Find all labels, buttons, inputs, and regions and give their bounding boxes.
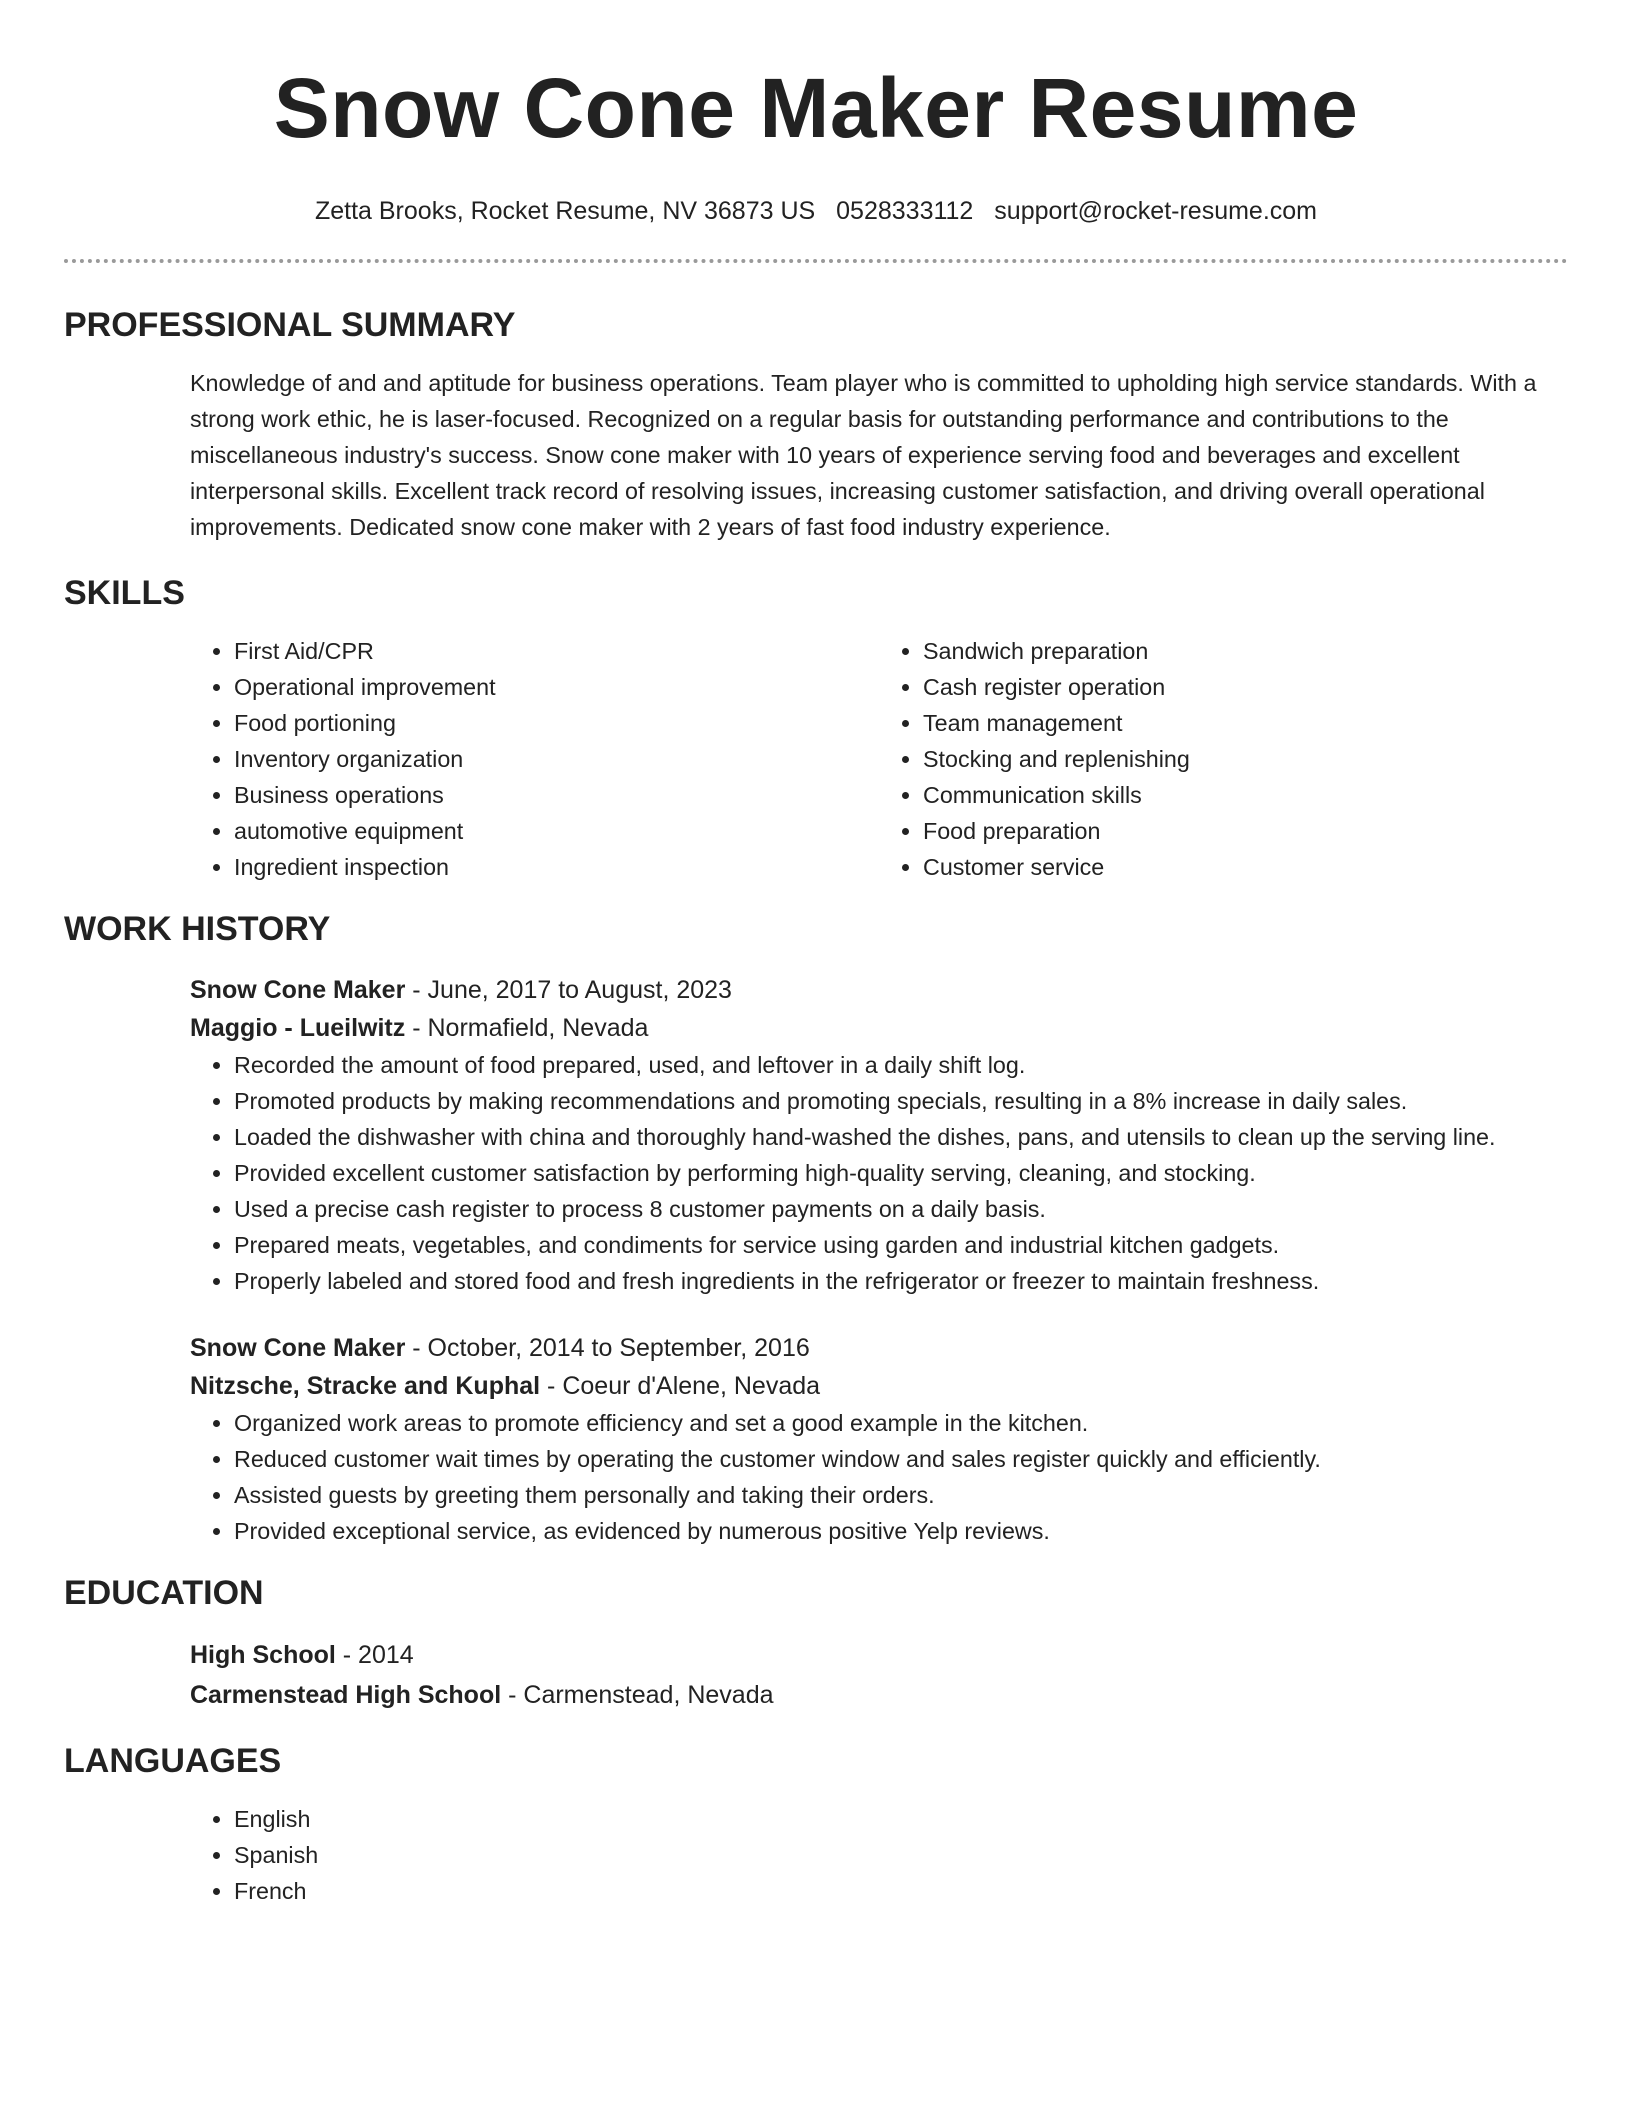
contact-email: support@rocket-resume.com: [994, 197, 1318, 225]
skills-heading: SKILLS: [64, 574, 185, 612]
job-entry: [190, 1329, 1568, 1549]
languages-section: [190, 1801, 1568, 1909]
job-duties: [190, 1405, 1568, 1549]
skill-item: • automotive equipment: [234, 813, 879, 849]
education-heading: EDUCATION: [64, 1574, 264, 1612]
job-title-line: [190, 1329, 1568, 1367]
contact-line: [64, 196, 1568, 226]
skill-item: • Operational improvement: [234, 669, 879, 705]
language-item: • English: [234, 1801, 1568, 1837]
skill-item: • First Aid/CPR: [234, 633, 879, 669]
job-dates: - June, 2017 to August, 2023: [405, 976, 732, 1004]
education-degree-line: [190, 1635, 1568, 1675]
job-duty: • Assisted guests by greeting them personally and taking their orders.: [234, 1477, 1568, 1513]
job-title-line: [190, 971, 1568, 1009]
skill-item: • Business operations: [234, 777, 879, 813]
languages-heading: LANGUAGES: [64, 1742, 282, 1780]
job-duty: • Recorded the amount of food prepared, used, and leftover in a daily shift log.: [234, 1047, 1568, 1083]
job-location: - Coeur d'Alene, Nevada: [540, 1372, 821, 1400]
job-duty: • Provided excellent customer satisfaction by performing high-quality serving, cleaning, and stocking.: [234, 1155, 1568, 1191]
education-year: - 2014: [335, 1641, 414, 1669]
job-duty: • Loaded the dishwasher with china and thoroughly hand-washed the dishes, pans, and utensils to clean up the serving line.: [234, 1119, 1568, 1155]
education-location: - Carmenstead, Nevada: [501, 1681, 774, 1709]
job-entry: [190, 971, 1568, 1299]
skill-item: • Inventory organization: [234, 741, 879, 777]
skill-item: • Food portioning: [234, 705, 879, 741]
job-company-line: [190, 1367, 1568, 1405]
contact-address: Zetta Brooks, Rocket Resume, NV 36873 US: [314, 197, 816, 225]
job-duty: • Reduced customer wait times by operating the customer window and sales register quickly and efficiently.: [234, 1441, 1568, 1477]
summary-heading: PROFESSIONAL SUMMARY: [64, 306, 516, 344]
language-item: • French: [234, 1873, 1568, 1909]
job-duty: • Provided exceptional service, as evidenced by numerous positive Yelp reviews.: [234, 1513, 1568, 1549]
header-divider: [64, 259, 1568, 263]
job-company-line: [190, 1009, 1568, 1047]
job-duty: • Prepared meats, vegetables, and condiments for service using garden and industrial kitchen gadgets.: [234, 1227, 1568, 1263]
work-heading: WORK HISTORY: [64, 910, 331, 948]
skill-item: • Customer service: [923, 849, 1568, 885]
job-title: Snow Cone Maker: [190, 1334, 406, 1362]
job-location: - Normafield, Nevada: [405, 1014, 649, 1042]
job-company: Maggio - Lueilwitz: [190, 1014, 406, 1042]
job-duty: • Organized work areas to promote efficiency and set a good example in the kitchen.: [234, 1405, 1568, 1441]
summary-text: Knowledge of and and aptitude for business operations. Team player who is committed to upholding high service standards. With a strong work ethic, he is laser-focused. Recognized on a regular basis for outstanding performance and contributions to the miscellaneous industry's success. Snow cone maker with 10 years of experience serving food and beverages and excellent interpersonal skills. Excellent track record of resolving issues, increasing customer satisfaction, and driving overall operational improvements. Dedicated snow cone maker with 2 years of fast food industry experience.: [190, 370, 1537, 540]
summary-section: [190, 365, 1568, 545]
education-school: Carmenstead High School: [190, 1681, 502, 1709]
education-degree: High School: [190, 1641, 336, 1669]
job-company: Nitzsche, Stracke and Kuphal: [190, 1372, 541, 1400]
skill-item: • Sandwich preparation: [923, 633, 1568, 669]
job-duty: • Promoted products by making recommendations and promoting specials, resulting in a 8% increase in daily sales.: [234, 1083, 1568, 1119]
skill-item: • Cash register operation: [923, 669, 1568, 705]
job-duties: [190, 1047, 1568, 1299]
resume-title: Snow Cone Maker Resume: [273, 61, 1359, 155]
language-item: • Spanish: [234, 1837, 1568, 1873]
skill-item: • Ingredient inspection: [234, 849, 879, 885]
contact-phone: 0528333112: [836, 197, 974, 225]
skills-list: [190, 633, 1568, 885]
skill-item: • Communication skills: [923, 777, 1568, 813]
skill-item: • Team management: [923, 705, 1568, 741]
education-school-line: [190, 1675, 1568, 1715]
job-duty: • Used a precise cash register to process 8 customer payments on a daily basis.: [234, 1191, 1568, 1227]
skill-item: • Food preparation: [923, 813, 1568, 849]
skills-column-right: [879, 633, 1568, 885]
skills-column-left: [190, 633, 879, 885]
languages-list: [190, 1801, 1568, 1909]
job-title: Snow Cone Maker: [190, 976, 406, 1004]
education-entry: [190, 1635, 1568, 1715]
job-dates: - October, 2014 to September, 2016: [405, 1334, 810, 1362]
skill-item: • Stocking and replenishing: [923, 741, 1568, 777]
job-duty: • Properly labeled and stored food and fresh ingredients in the refrigerator or freezer to maintain freshness.: [234, 1263, 1568, 1299]
